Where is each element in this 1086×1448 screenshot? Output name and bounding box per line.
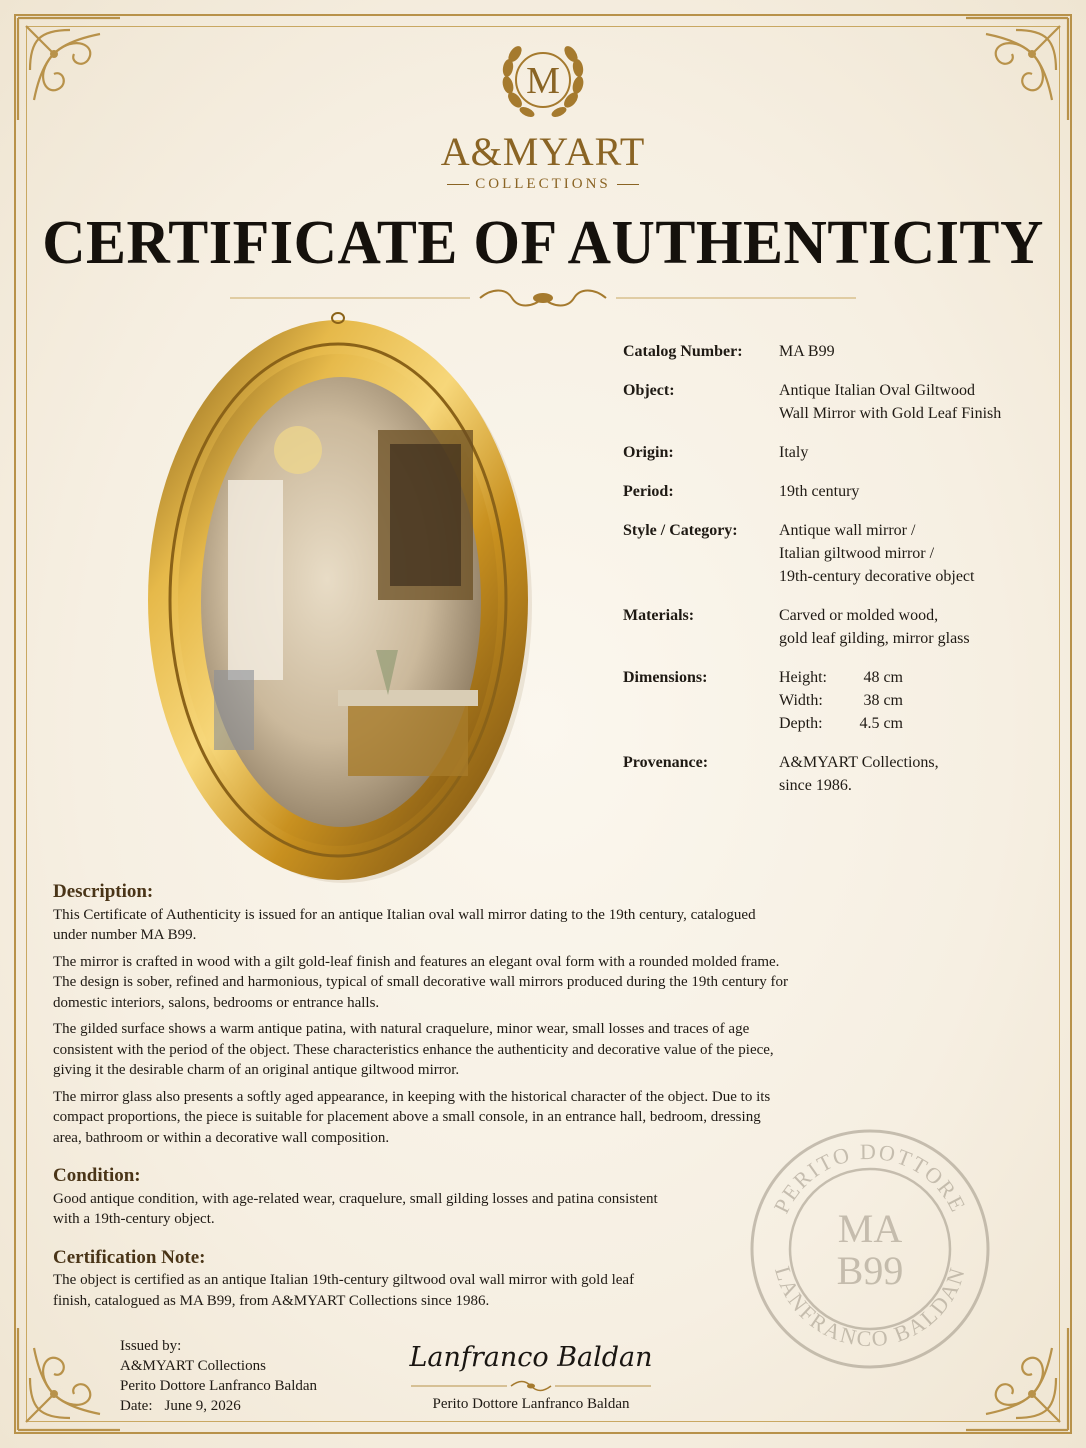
- detail-row-period: Period: 19th century: [623, 483, 860, 500]
- certificate-body: [53, 882, 793, 1317]
- svg-text:M: M: [526, 60, 560, 102]
- description-paragraph: The mirror is crafted in wood with a gilt gold-leaf finish and features an elegant oval form with a rounded molded frame. The design is sober, refined and harmonious, typical of small decorative wall mirrors produced during the 19th century for domestic interiors, salons, bedrooms or entrance halls.: [53, 953, 789, 1011]
- condition-text: Good antique condition, with age-related wear, craquelure, small gilding losses and patina consistent with a 19th-century object.: [53, 1190, 658, 1227]
- detail-row-origin: Origin: Italy: [623, 444, 809, 461]
- laurel-wreath-icon: [493, 30, 593, 130]
- brand-name: A&MYART: [440, 129, 646, 174]
- signature-block: [408, 1340, 654, 1413]
- certification-text: The object is certified as an antique Italian 19th-century giltwood oval wall mirror with gold leaf finish, catalogued as MA B99, from A&MYART Collections since 1986.: [53, 1272, 635, 1309]
- description-paragraph: This Certificate of Authenticity is issued for an antique Italian oval wall mirror dating to the 19th century, catalogued under number MA B99.: [53, 906, 756, 943]
- details-table: [623, 340, 1063, 813]
- detail-row-materials: Materials: Carved or molded wood, gold leaf gilding, mirror glass: [623, 607, 970, 647]
- brand-subtitle: COLLECTIONS: [0, 176, 1086, 193]
- handwritten-signature: Lanfranco Baldan: [409, 1342, 653, 1373]
- svg-text:B99: B99: [836, 1248, 904, 1293]
- ornamental-divider-icon: [230, 288, 856, 308]
- issued-by-block: Issued by: A&MYART Collections Perito Dottore Lanfranco Baldan Date: June 9, 2026: [120, 1338, 318, 1414]
- corner-ornament-icon: [10, 1318, 130, 1438]
- svg-text:MA: MA: [837, 1206, 903, 1251]
- svg-text:LANFRANCO BALDAN: LANFRANCO BALDAN: [769, 1263, 971, 1352]
- signature-caption: Perito Dottore Lanfranco Baldan: [432, 1396, 630, 1412]
- certification-heading: Certification Note:: [53, 1246, 206, 1268]
- detail-row-catalog: Catalog Number: MA B99: [623, 340, 1063, 363]
- issue-date: Date: June 9, 2026: [120, 1398, 241, 1414]
- detail-row-object: Object: Antique Italian Oval Giltwood Wall Mirror with Gold Leaf Finish: [623, 382, 1002, 422]
- condition-heading: Condition:: [53, 1165, 141, 1186]
- svg-text:PERITO DOTTORE: PERITO DOTTORE: [768, 1138, 972, 1218]
- embossed-seal-icon: [745, 1124, 995, 1374]
- detail-row-dimensions: Dimensions: Height: 48 cm Width: 38 cm Depth: 4.5 cm: [623, 669, 903, 732]
- signature-rule-icon: [411, 1378, 651, 1394]
- detail-row-provenance: Provenance: A&MYART Collections, since 1986.: [623, 754, 939, 794]
- description-paragraph: The gilded surface shows a warm antique patina, with natural craquelure, minor wear, small losses and traces of age consistent with the period of the object. These characteristics enhance the authenticity and decorative value of the piece, giving it the desirable charm of an original antique giltwood mirror.: [53, 1021, 774, 1078]
- catalog-number: MA B99: [779, 343, 835, 360]
- certificate-title: CERTIFICATE OF AUTHENTICITY: [42, 207, 1044, 277]
- description-paragraph: The mirror glass also presents a softly aged appearance, in keeping with the historical character of the object. Due to its compact proportions, the piece is suitable for placement above a small console, in an entrance hall, bedroom, dressing area, bathroom or within a decorative wall composition.: [53, 1088, 771, 1146]
- detail-row-style: Style / Category: Antique wall mirror / Italian giltwood mirror / 19th-century decorative object: [623, 522, 975, 585]
- mirror-image: [138, 310, 538, 890]
- brand-logo: [0, 30, 1086, 193]
- description-heading: Description:: [53, 881, 154, 902]
